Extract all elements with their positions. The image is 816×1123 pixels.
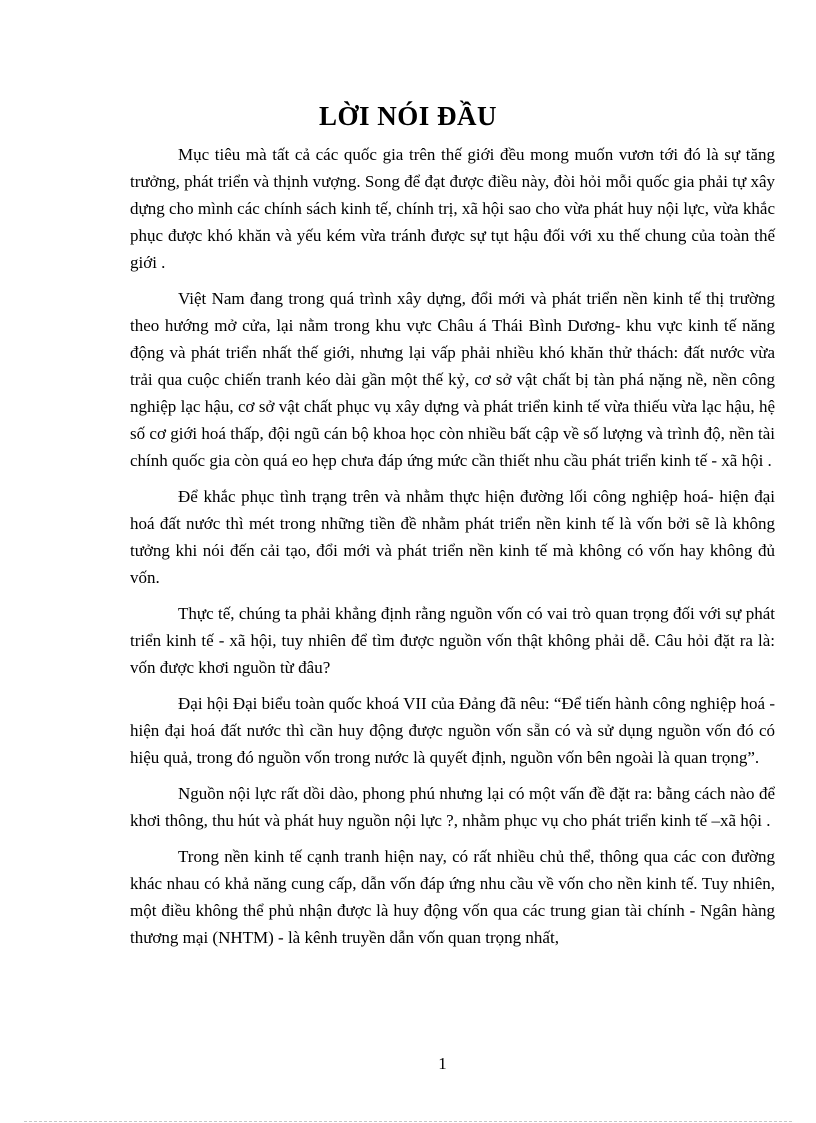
page-bottom-divider — [24, 1121, 792, 1122]
paragraph-5: Đại hội Đại biểu toàn quốc khoá VII của Đảng đã nêu: “Để tiến hành công nghiệp hoá - hiện đại hoá đất nước thì cần huy động được nguồn vốn sẵn có và sử dụng nguồn vốn đó có hiệu quả, trong đó nguồn vốn trong nước là quyết định, nguồn vốn bên ngoài là quan trọng”. — [130, 694, 775, 767]
paragraph-1: Mục tiêu mà tất cả các quốc gia trên thế giới đều mong muốn vươn tới đó là sự tăng trưởng, phát triển và thịnh vượng. Song để đạt được điều này, đòi hỏi mỗi quốc gia phải tự xây dựng cho mình các chính sách kinh tế, chính trị, xã hội sao cho vừa phát huy nội lực, vừa khắc phục được khó khăn và yếu kém vừa tránh được sự tụt hậu đối với xu thế chung của toàn thế giới . — [130, 145, 775, 272]
page-number: 1 — [438, 1054, 447, 1073]
paragraph-2: Việt Nam đang trong quá trình xây dựng, đổi mới và phát triển nền kinh tế thị trường theo hướng mở cửa, lại nằm trong khu vực Châu á Thái Bình Dương- khu vực kinh tế năng động và phát triển nhất thế giới, nhưng lại vấp phải nhiều khó khăn thử thách: đất nước vừa trải qua cuộc chiến tranh kéo dài gần một thế kỷ, cơ sở vật chất bị tàn phá nặng nề, nền công nghiệp lạc hậu, cơ sở vật chất phục vụ xây dựng và phát triển kinh tế vừa thiếu vừa lạc hậu, hệ số cơ giới hoá thấp, đội ngũ cán bộ khoa học còn nhiều bất cập về số lượng và trình độ, nền tài chính quốc gia còn quá eo hẹp chưa đáp ứng mức cần thiết nhu cầu phát triển kinh tế - xã hội . — [130, 289, 775, 470]
document-body — [130, 141, 775, 960]
paragraph-4: Thực tế, chúng ta phải khẳng định rằng nguồn vốn có vai trò quan trọng đối với sự phát triển kinh tế - xã hội, tuy nhiên để tìm được nguồn vốn thật không phải dễ. Câu hỏi đặt ra là: vốn được khơi nguồn từ đâu? — [130, 604, 775, 677]
paragraph-7: Trong nền kinh tế cạnh tranh hiện nay, có rất nhiều chủ thể, thông qua các con đường khác nhau có khả năng cung cấp, dẫn vốn đáp ứng nhu cầu về vốn cho nền kinh tế. Tuy nhiên, một điều không thể phủ nhận được là huy động vốn qua các trung gian tài chính - Ngân hàng thương mại (NHTM) - là kênh truyền dẫn vốn quan trọng nhất, — [130, 847, 775, 947]
paragraph-3: Để khắc phục tình trạng trên và nhằm thực hiện đường lối công nghiệp hoá- hiện đại hoá đất nước thì mét trong những tiền đề nhằm phát triển nền kinh tế là vốn bởi sẽ là không tưởng khi nói đến cải tạo, đổi mới và phát triển nền kinh tế mà không có vốn hay không đủ vốn. — [130, 487, 775, 587]
paragraph-6: Nguồn nội lực rất dồi dào, phong phú nhưng lại có một vấn đề đặt ra: bằng cách nào để khơi thông, thu hút và phát huy nguồn nội lực ?, nhằm phục vụ cho phát triển kinh tế –xã hội . — [130, 784, 775, 830]
page-title: LỜI NÓI ĐẦU — [318, 101, 498, 131]
